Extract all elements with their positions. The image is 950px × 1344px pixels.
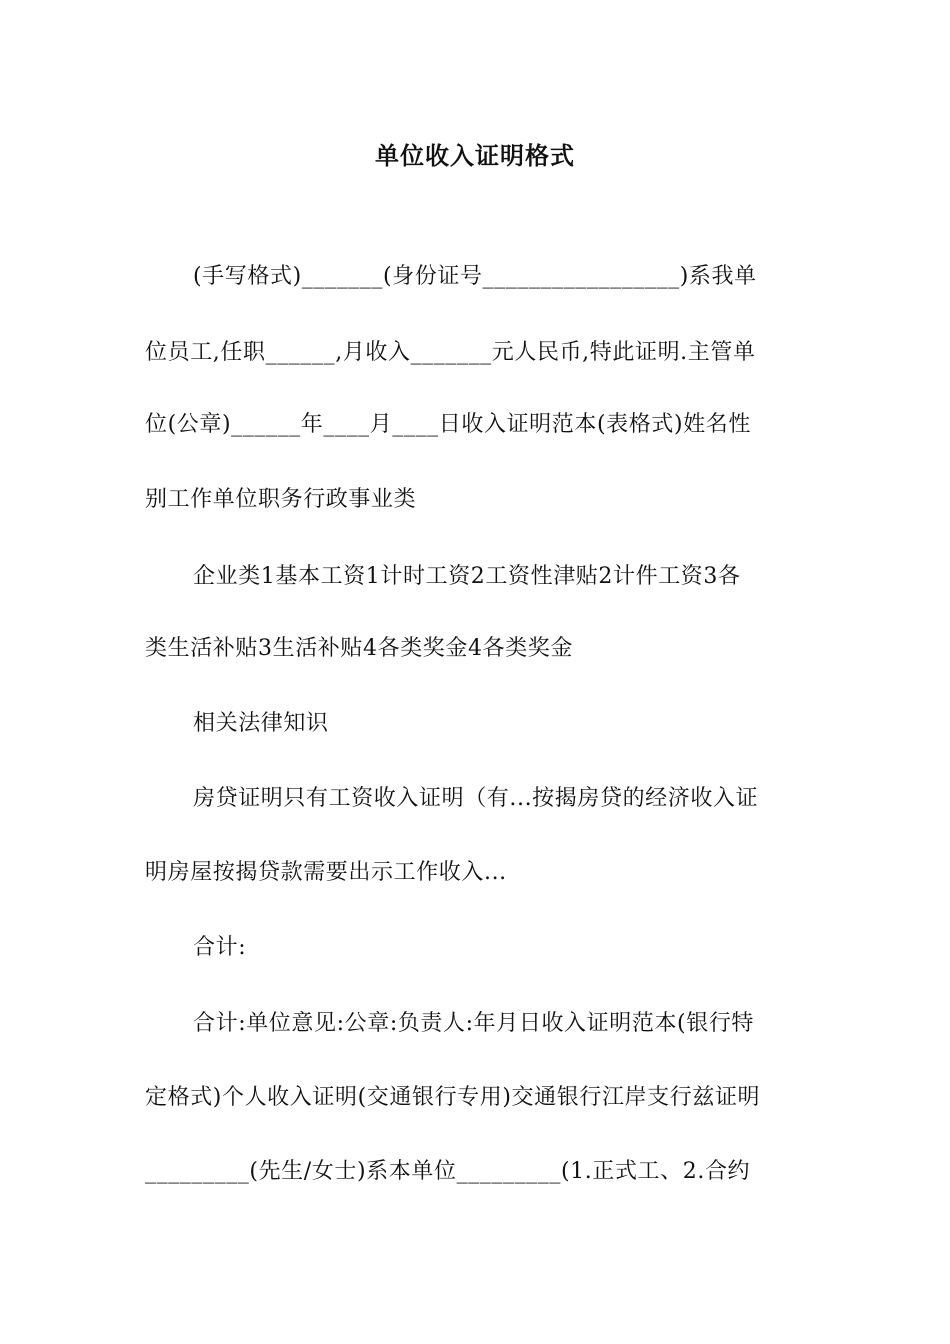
text-line-1: (手写格式)_______(身份证号_________________)系我单 <box>193 264 757 289</box>
document-title: 单位收入证明格式 <box>375 141 575 170</box>
text-line-10: 合计: <box>193 935 247 960</box>
section-heading: 相关法律知识 <box>193 711 329 736</box>
text-line-2: 位员工,任职______,月收入_______元人民币,特此证明.主管单 <box>145 340 756 365</box>
text-line-4: 别工作单位职务行政事业类 <box>145 487 417 512</box>
text-line-11: 合计:单位意见:公章:负责人:年月日收入证明范本(银行特 <box>193 1011 755 1036</box>
text-line-12: 定格式)个人收入证明(交通银行专用)交通银行江岸支行兹证明 <box>145 1085 761 1110</box>
text-line-9: 明房屋按揭贷款需要出示工作收入... <box>145 860 507 885</box>
text-line-5: 企业类1基本工资1计时工资2工资性津贴2计件工资3各 <box>193 564 741 589</box>
text-line-3: 位(公章)______年____月____日收入证明范本(表格式)姓名性 <box>145 412 751 437</box>
text-line-8: 房贷证明只有工资收入证明（有...按揭房贷的经济收入证 <box>193 786 759 811</box>
text-line-6: 类生活补贴3生活补贴4各类奖金4各类奖金 <box>145 636 573 661</box>
text-line-13: _________(先生/女士)系本单位_________(1.正式工、2.合约 <box>145 1159 751 1184</box>
